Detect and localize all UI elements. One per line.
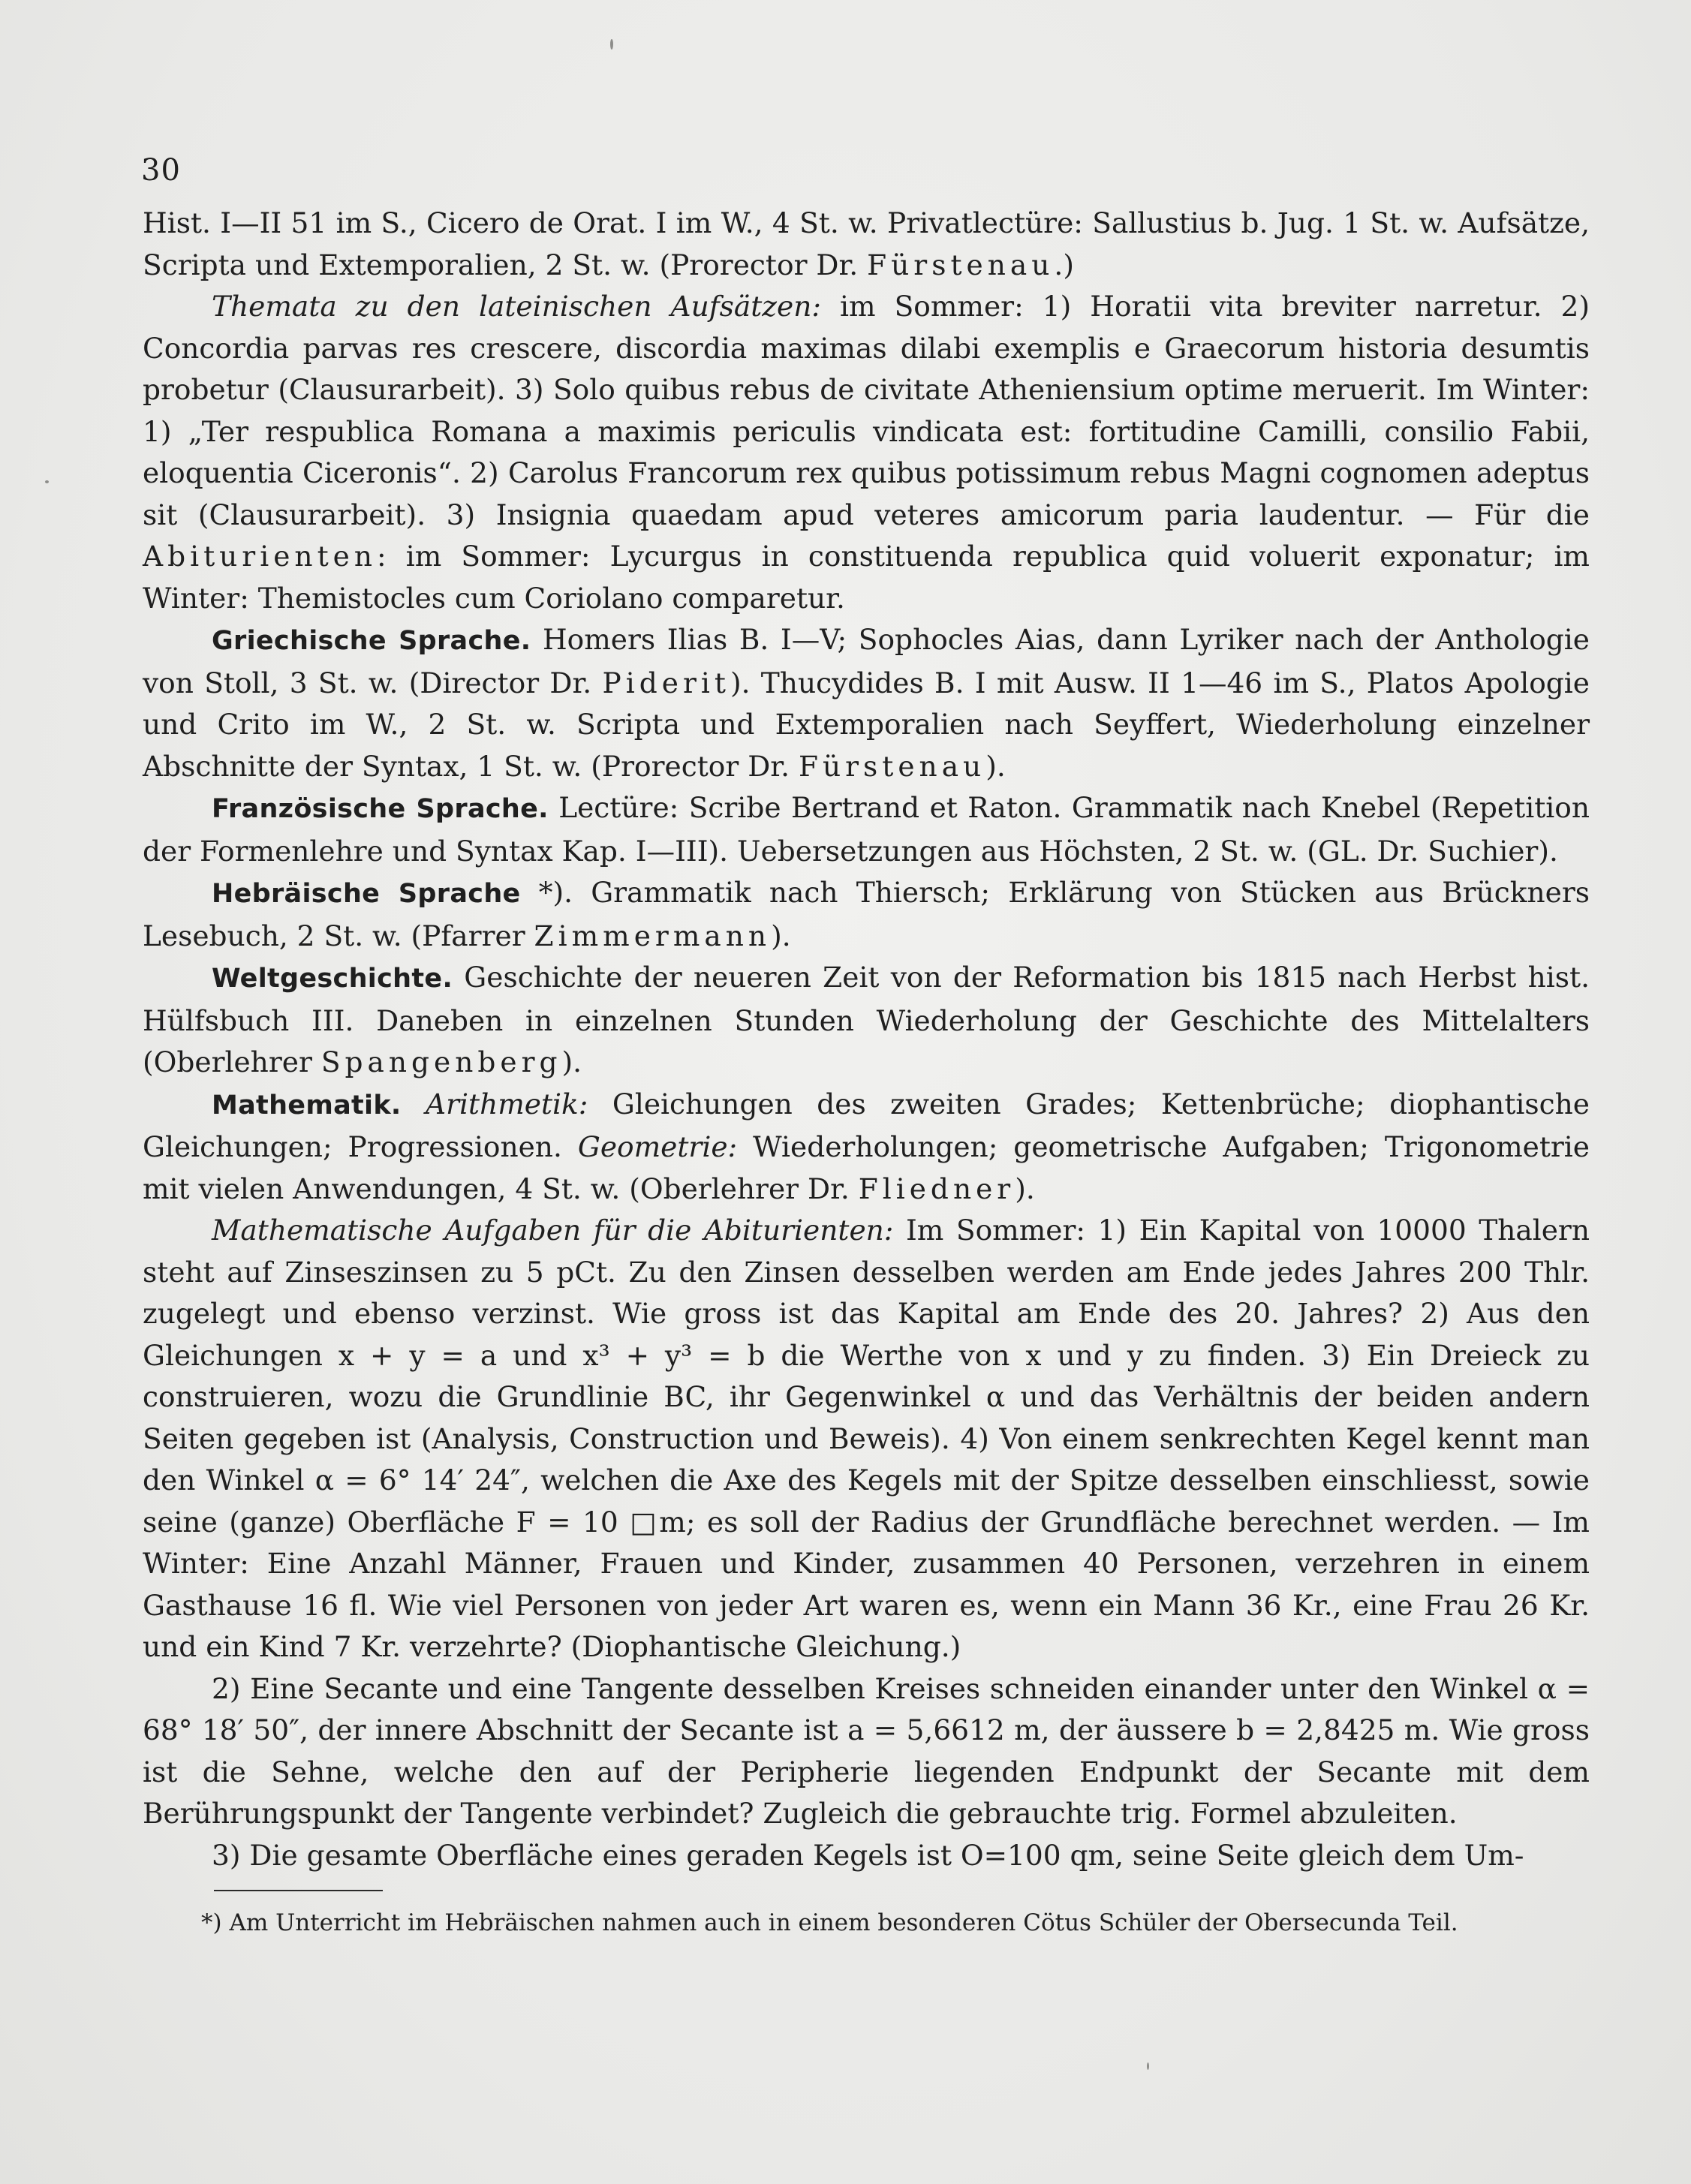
latin-paragraph [143, 203, 1590, 286]
paper-speck [1147, 2062, 1149, 2070]
history-paragraph [143, 957, 1590, 1084]
greek-paragraph [143, 619, 1590, 787]
hebrew-text-a: Grammatik nach Thiersch; Erklärung von Stücken aus Brückners Lesebuch, 2 St. w. (Pfarrer [143, 876, 1590, 952]
french-heading: Französische Sprache. [212, 794, 549, 824]
latin-text-start: Hist. I—II 51 im S., Cicero de Orat. I im W., 4 St. w. Privatlectüre: Sallustius b. Jug. 1 St. w. Aufsätze, Scripta und Extemporalien, 2 St. w. (Prorector Dr. [143, 206, 1590, 281]
paper-speck [45, 480, 49, 483]
arith-label: Arithmetik: [426, 1087, 588, 1121]
latin-teacher: Fürstenau [867, 248, 1055, 281]
greek-director: Piderit [602, 666, 730, 699]
greek-teacher: Fürstenau [798, 749, 986, 783]
footnote-text: Am Unterricht im Hebräischen nahmen auch in einem besonderen Cötus Schüler der Obersecunda Teil. [221, 1909, 1458, 1936]
themata-text-b: : im Sommer: Lycurgus in constituenda republica quid voluerit exponatur; im Winter: Themistocles cum Coriolano comparetur. [143, 540, 1590, 615]
main-text [143, 203, 1590, 1876]
math-paragraph [143, 1084, 1590, 1211]
history-teacher: Spangenberg [320, 1045, 562, 1078]
math-heading: Mathematik. [212, 1090, 402, 1121]
footnote-rule [214, 1890, 383, 1891]
hebrew-footnote-ref: *). [538, 876, 573, 909]
hebrew-text-b: ). [771, 919, 791, 952]
hebrew-paragraph [143, 872, 1590, 957]
greek-text-a: Homers Ilias B. I—V; Sophocles Aias, dann Lyriker nach der Anthologie von Stoll, 3 St. w. (Director Dr. [143, 623, 1590, 699]
latin-themata-paragraph [143, 286, 1590, 619]
math-task-3: 3) Die gesamte Oberfläche eines geraden Kegels ist O=100 qm, seine Seite gleich dem Um- [212, 1838, 1524, 1872]
french-text: Lectüre: Scribe Bertrand et Raton. Grammatik nach Knebel (Repetition der Formenlehre und Syntax Kap. I—III). Uebersetzungen aus Höchsten, 2 St. w. (GL. Dr. Suchier). [143, 791, 1590, 868]
geom-end: ). [1015, 1172, 1035, 1205]
history-text-a: Geschichte der neueren Zeit von der Reformation bis 1815 nach Herbst hist. Hülfsbuch III. Daneben in einzelnen Stunden Wiederholung der Geschichte des Mittelalters (Oberlehrer [143, 961, 1590, 1078]
tasks-text: Im Sommer: 1) Ein Kapital von 10000 Thalern steht auf Zinseszinsen zu 5 pCt. Zu den Zinsen desselben werden am Ende jedes Jahres 200 Thlr. zugelegt und ebenso verzinst. Wie gross ist das Kapital am Ende des 20. Jahres? 2) Aus den Gleichungen x + y = a und x³ + y³ = b die Werthe von x und y zu finden. 3) Ein Dreieck zu construieren, wozu die Grundlinie BC, ihr Gegenwinkel α und das Verhältnis der beiden andern Seiten gegeben ist (Analysis, Construction und Beweis). 4) Von einem senkrechten Kegel kennt man den Winkel α = 6° 14′ 24″, welchen die Axe des Kegels mit der Spitze desselben einschliesst, sowie seine (ganze) Oberfläche F = 10 □m; es soll der Radius der Grundfläche berechnet werden. — Im Winter: Eine Anzahl Männer, Frauen und Kinder, zusammen 40 Personen, verzehren in einem Gasthause 16 fl. Wie viel Personen von jeder Art waren es, wenn ein Mann 36 Kr., eine Frau 26 Kr. und ein Kind 7 Kr. verzehrte? (Diophantische Gleichung.) [143, 1214, 1590, 1663]
math-tasks-paragraph [143, 1210, 1590, 1668]
arith-text: Gleichungen des zweiten Grades; Kettenbrüche; diophantische Gleichungen; Progressionen. [143, 1087, 1590, 1163]
greek-text-b: ). Thucydides B. I mit Ausw. II 1—46 im S., Platos Apologie und Crito im W., 2 St. w. Scripta und Extemporalien nach Seyffert, Wiederholung einzelner Abschnitte der Syntax, 1 St. w. (Prorector Dr. [143, 666, 1590, 783]
paper-speck [610, 39, 613, 50]
page-number: 30 [141, 153, 181, 188]
hebrew-heading: Hebräische Sprache [212, 879, 521, 909]
footnote [201, 1906, 1552, 1939]
french-paragraph [143, 787, 1590, 872]
themata-text-a: im Sommer: 1) Horatii vita breviter narretur. 2) Concordia parvas res crescere, discordia maximas dilabi exemplis e Graecorum historia desumtis probetur (Clausurarbeit). 3) Solo quibus rebus de civitate Atheniensium optime meruerit. Im Winter: 1) „Ter respublica Romana a maximis periculis vindicata est: fortitudine Camilli, consilio Fabii, eloquentia Ciceronis“. 2) Carolus Francorum rex quibus potissimum rebus Magni cognomen adeptus sit (Clausurarbeit). 3) Insignia quaedam apud veteres amicorum paria laudentur. — Für die [143, 290, 1590, 531]
latin-text-end: .) [1054, 248, 1074, 281]
history-text-b: ). [561, 1045, 582, 1078]
history-heading: Weltgeschichte. [212, 964, 453, 994]
math-teacher: Fliedner [858, 1172, 1016, 1205]
themata-label: Themata zu den lateinischen Aufsätzen: [212, 290, 822, 323]
hebrew-teacher: Zimmermann [534, 919, 772, 952]
greek-heading: Griechische Sprache. [212, 626, 531, 656]
tasks-label: Mathematische Aufgaben für die Abiturienten: [212, 1214, 894, 1247]
geom-label: Geometrie: [577, 1130, 738, 1163]
geom-text: Wiederholungen; geometrische Aufgaben; Trigonometrie mit vielen Anwendungen, 4 St. w. (Oberlehrer Dr. [143, 1130, 1590, 1205]
greek-text-c: ). [985, 749, 1006, 783]
math-task-2: 2) Eine Secante und eine Tangente desselben Kreises schneiden einander unter den Winkel α = 68° 18′ 50″, der innere Abschnitt der Secante ist a = 5,6612 m, der äussere b = 2,8425 m. Wie gross ist die Sehne, welche den auf der Peripherie liegenden Endpunkt der Secante mit dem Berührungspunkt der Tangente verbindet? Zugleich die gebrauchte trig. Formel abzuleiten. [143, 1671, 1590, 1830]
footnote-marker: *) [201, 1909, 222, 1936]
abiturienten-word: Abiturienten [143, 540, 377, 573]
